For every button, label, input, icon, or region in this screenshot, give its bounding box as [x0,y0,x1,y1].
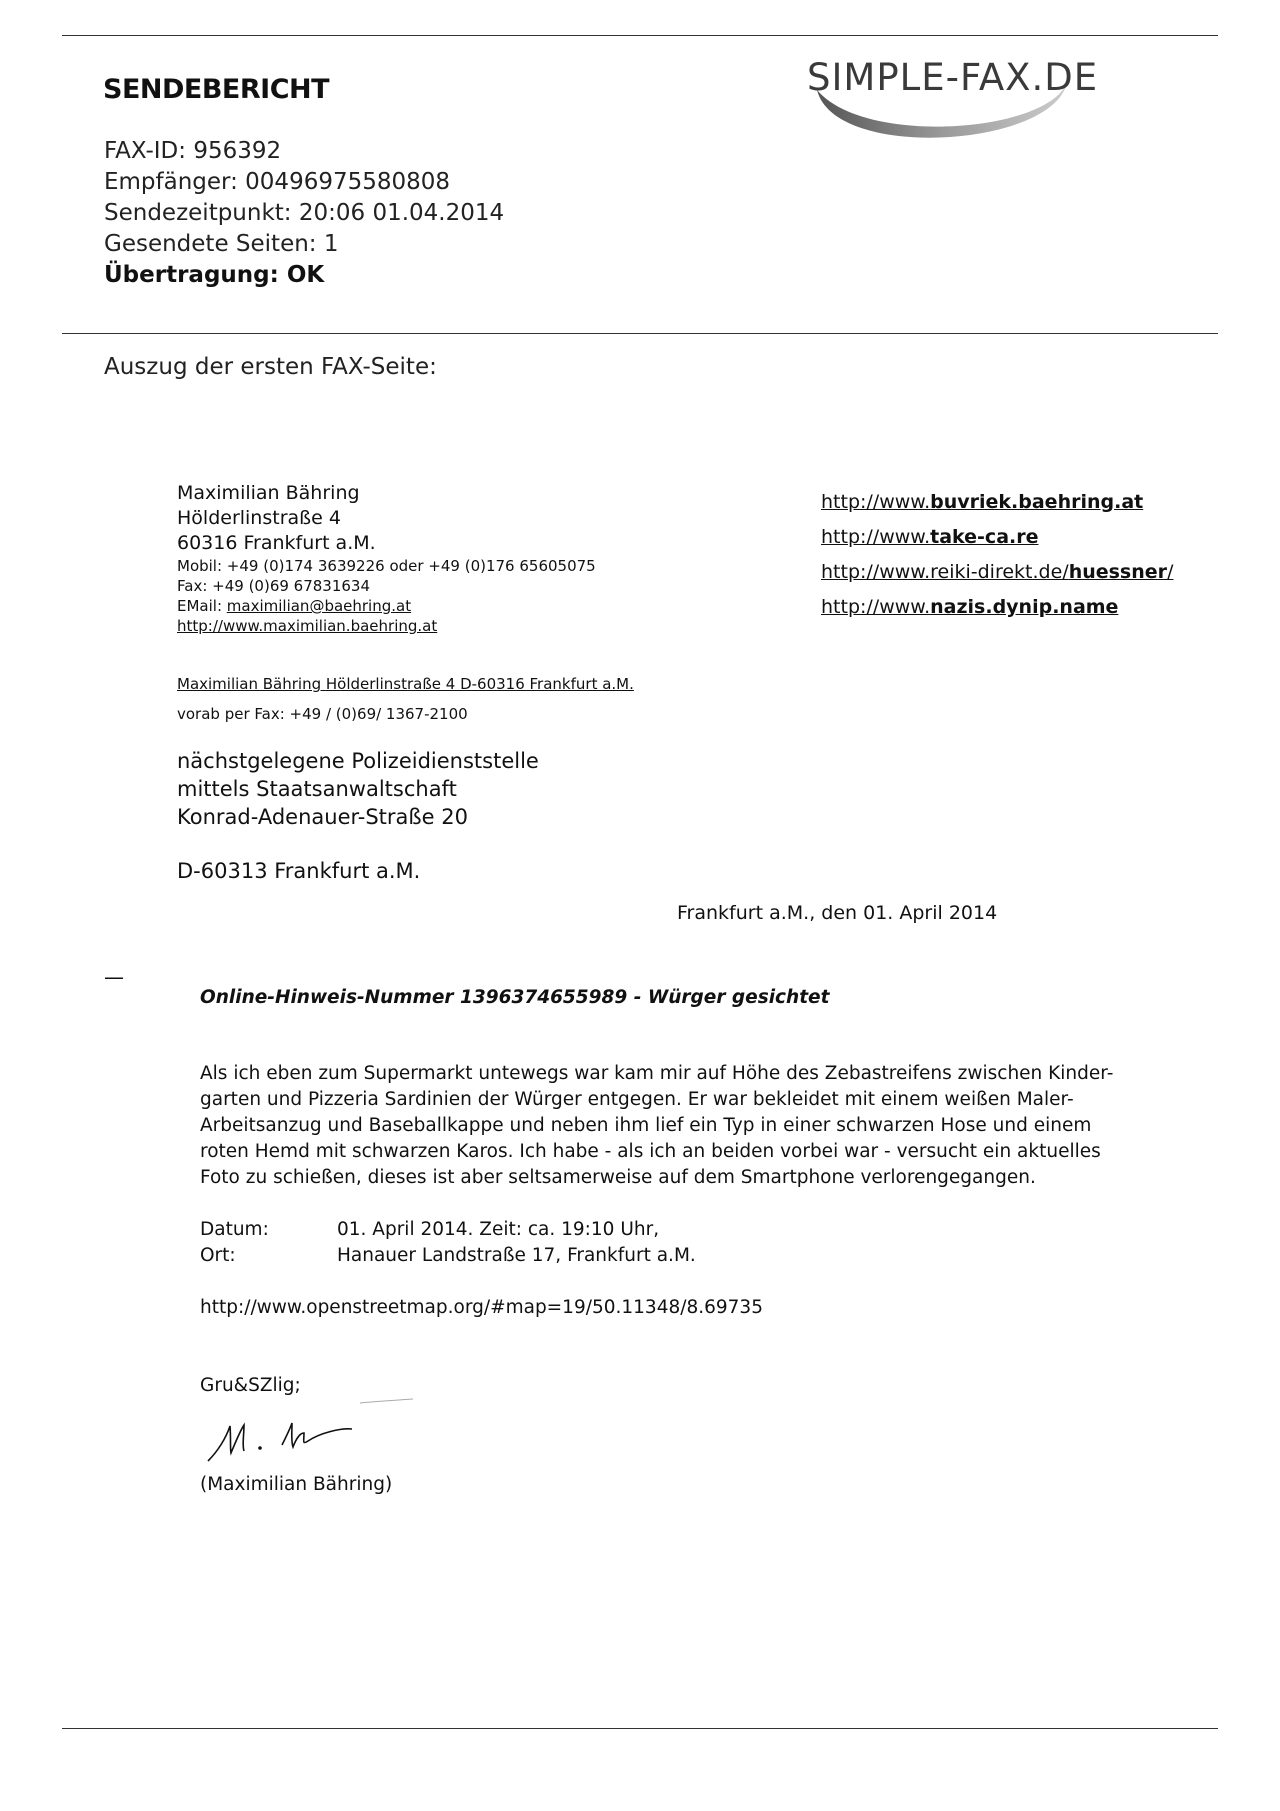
sender-street: Hölderlinstraße 4 [177,507,341,529]
place-label: Ort: [200,1245,236,1266]
recipient-line: mittels Staatsanwaltschaft [177,777,457,801]
sender-name: Maximilian Bähring [177,482,360,504]
link-item[interactable]: http://www.nazis.dynip.name [821,596,1119,618]
report-title: SENDEBERICHT [103,74,330,105]
recipient-address [177,747,539,831]
fold-mark: — [104,965,124,989]
link-list [821,485,1173,625]
date-label: Datum: [200,1219,269,1240]
body-line: Als ich eben zum Supermarkt untewegs war kam mir auf Höhe des Zebastreifens zwischen Kinder- [200,1063,1114,1084]
sender-email-link[interactable]: maximilian@baehring.at [226,597,412,615]
sender-block [177,481,596,636]
sender-fax: Fax: +49 (0)69 67831634 [177,577,371,595]
handwritten-signature [200,1393,415,1468]
letter-date: Frankfurt a.M., den 01. April 2014 [677,902,998,924]
link-item[interactable]: http://www.buvriek.baehring.at [821,491,1144,513]
date-row [200,1217,696,1243]
body-line: Arbeitsanzug und Baseballkappe und neben ihm lief ein Typ in einer schwarzen Hose und einem [200,1115,1092,1136]
simple-fax-logo [805,52,1200,152]
sender-mobile: Mobil: +49 (0)174 3639226 oder +49 (0)176 65605075 [177,557,596,575]
top-divider [62,35,1218,36]
bottom-divider [62,1728,1218,1729]
recipient-line: nächstgelegene Polizeidienststelle [177,749,539,773]
incident-details [200,1217,696,1269]
report-info [104,136,504,291]
transmission-status: Übertragung: OK [104,262,325,288]
letter-body [200,1061,1113,1191]
excerpt-label: Auszug der ersten FAX-Seite: [104,354,437,380]
map-url[interactable]: http://www.openstreetmap.org/#map=19/50.11348/8.69735 [200,1297,763,1318]
recipient-number: Empfänger: 00496975580808 [104,169,451,195]
place-value: Hanauer Landstraße 17, Frankfurt a.M. [337,1245,696,1266]
recipient-city: D-60313 Frankfurt a.M. [177,859,421,883]
link-item[interactable]: http://www.reiki-direkt.de/huessner/ [821,561,1174,583]
place-row [200,1243,696,1269]
recipient-line: Konrad-Adenauer-Straße 20 [177,805,468,829]
body-line: Foto zu schießen, dieses ist aber seltsamerweise auf dem Smartphone verlorengegangen. [200,1167,1036,1188]
pages-sent: Gesendete Seiten: 1 [104,231,339,257]
return-address: Maximilian Bähring Hölderlinstraße 4 D-60316 Frankfurt a.M. [177,675,634,693]
body-line: garten und Pizzeria Sardinien der Würger entgegen. Er war bekleidet mit einem weißen Maler- [200,1089,1074,1110]
body-line: roten Hemd mit schwarzen Karos. Ich habe - als ich an beiden vorbei war - versucht ein aktuelles [200,1141,1101,1162]
send-time: Sendezeitpunkt: 20:06 01.04.2014 [104,200,505,226]
header-divider [62,333,1218,334]
advance-fax-note: vorab per Fax: +49 / (0)69/ 1367-2100 [177,705,468,723]
logo-text: SIMPLE-FAX.DE [807,56,1099,99]
sender-website-link[interactable]: http://www.maximilian.baehring.at [177,617,438,635]
sender-city: 60316 Frankfurt a.M. [177,532,376,554]
date-value: 01. April 2014. Zeit: ca. 19:10 Uhr, [337,1219,660,1240]
greeting: Gru&SZlig; [200,1375,301,1396]
fax-id: FAX-ID: 956392 [104,138,282,164]
letter-subject: Online-Hinweis-Nummer 1396374655989 - Würger gesichtet [200,987,830,1008]
sender-email-label: EMail: [177,597,227,615]
link-item[interactable]: http://www.take-ca.re [821,526,1039,548]
signature-name: (Maximilian Bähring) [200,1474,393,1495]
sender-email-line [177,596,596,616]
